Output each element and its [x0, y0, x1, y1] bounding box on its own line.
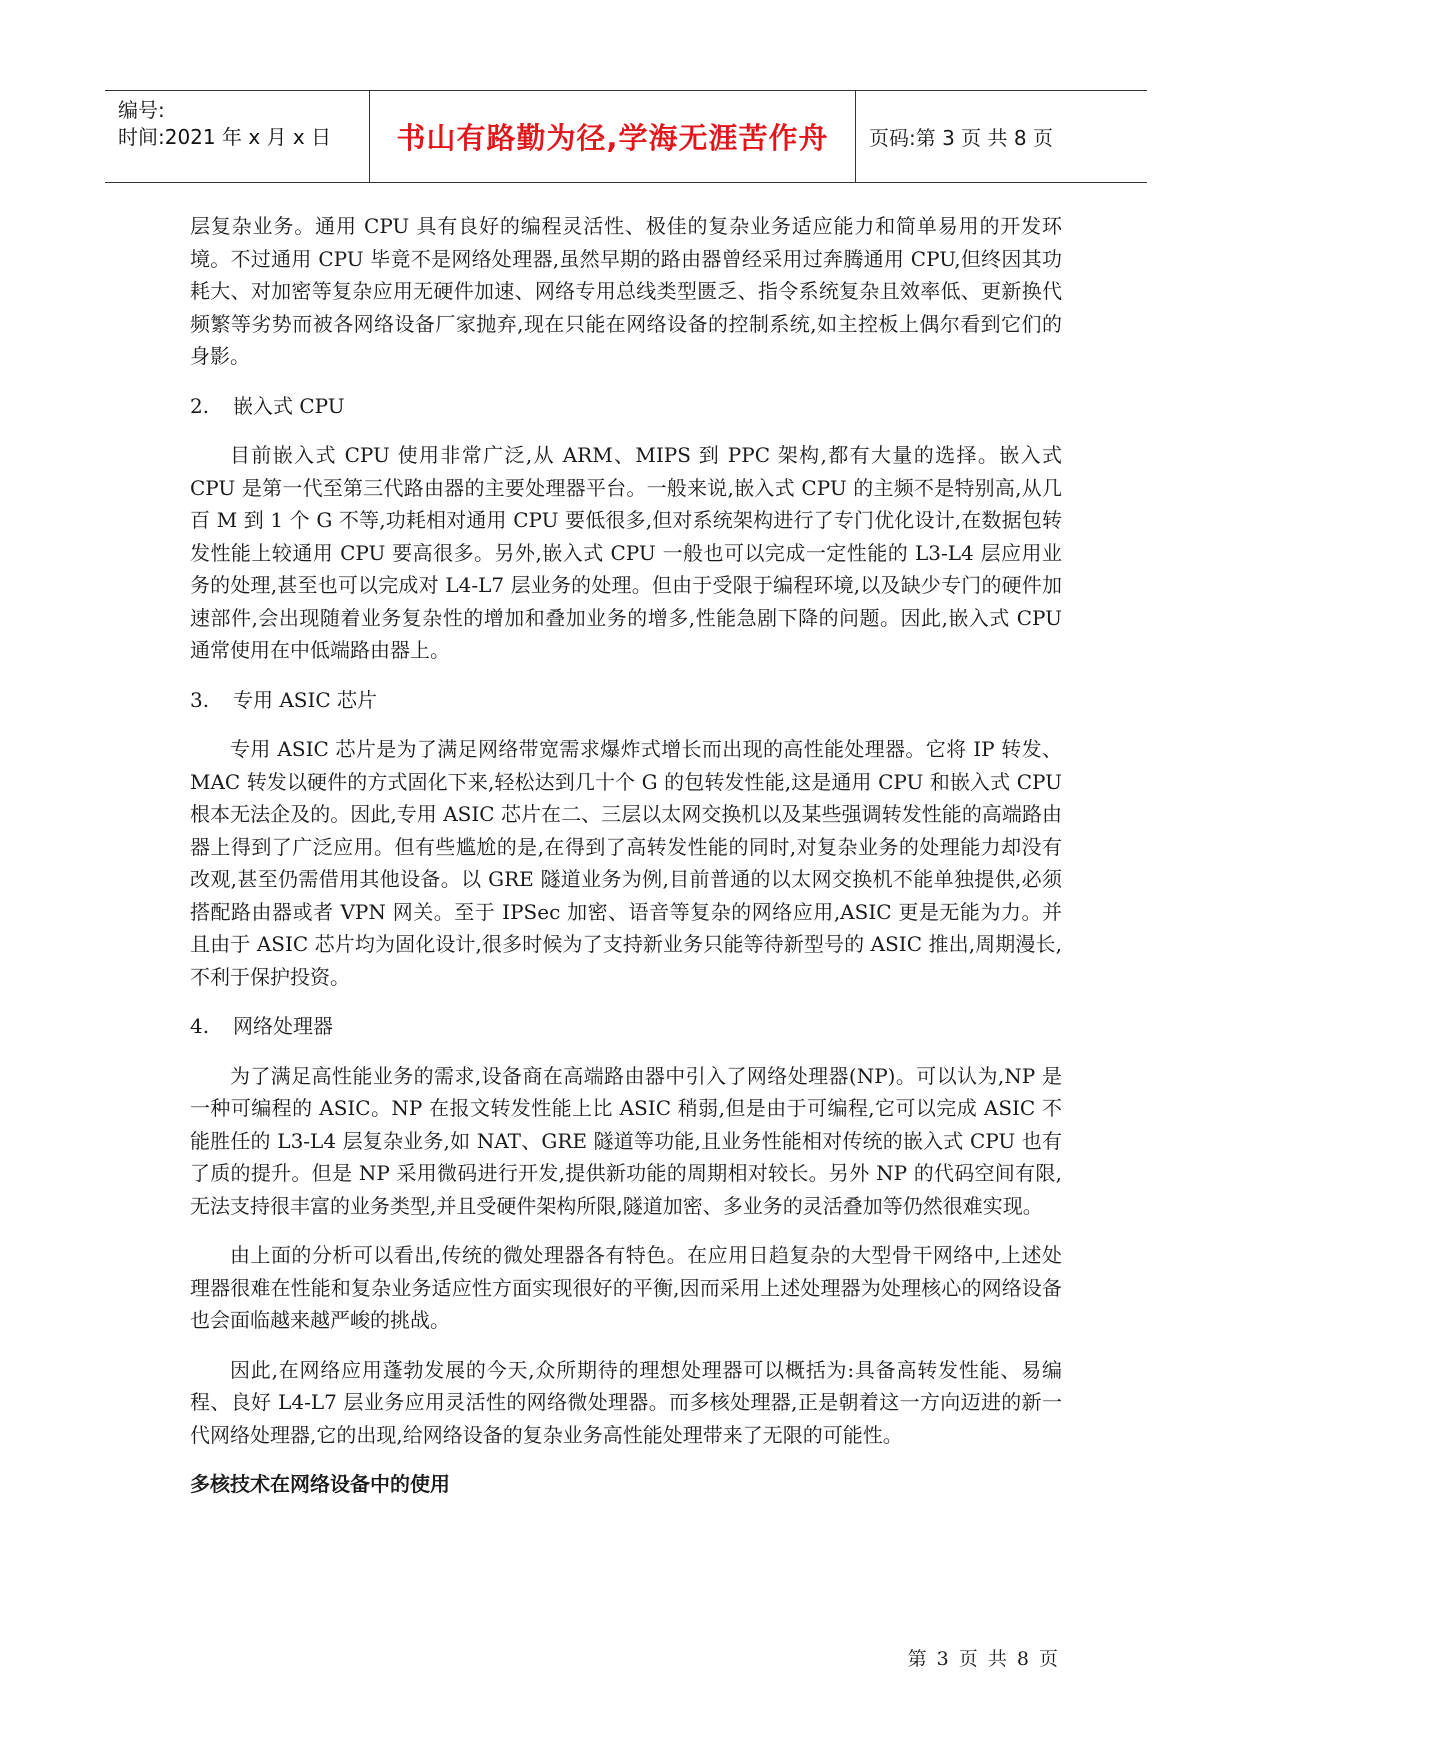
doc-number-label: 编号: — [118, 98, 165, 122]
item-title: 网络处理器 — [233, 1014, 333, 1038]
header-page-label: 页码:第 3 页 共 8 页 — [869, 126, 1053, 150]
header-motto: 书山有路勤为径,学海无涯苦作舟 — [396, 121, 829, 155]
item-number: 4. — [190, 1014, 210, 1038]
section-item-network-processor — [190, 1010, 1062, 1043]
document-header — [105, 90, 1147, 183]
page-footer: 第 3 页 共 8 页 — [907, 1648, 1060, 1670]
header-motto-cell — [370, 91, 856, 182]
section-item-embedded-cpu — [190, 390, 1062, 423]
item-number: 3. — [190, 687, 210, 712]
section-item-asic — [190, 684, 1062, 717]
paragraph-network-processor: 为了满足高性能业务的需求,设备商在高端路由器中引入了网络处理器(NP)。可以认为,NP 是一种可编程的 ASIC。NP 在报文转发性能上比 ASIC 稍弱,但是由于可编程,它可以完成 ASIC 不能胜任的 L3-L4 层复杂业务,如 NAT、GRE 隧道等功能,且业务性能相对传统的嵌入式 CPU 也有了质的提升。但是 NP 采用微码进行开发,提供新功能的周期相对较长。另外 NP 的代码空间有限,无法支持很丰富的业务类型,并且受硬件架构所限,隧道加密、多业务的灵活叠加等仍然很难实现。 — [190, 1063, 1062, 1218]
item-number: 2. — [190, 393, 210, 418]
paragraph-analysis: 由上面的分析可以看出,传统的微处理器各有特色。在应用日趋复杂的大型骨干网络中,上述处理器很难在性能和复杂业务适应性方面实现很好的平衡,因而采用上述处理器为处理核心的网络设备也会面临越来越严峻的挑战。 — [190, 1243, 1062, 1332]
paragraph-embedded-cpu: 目前嵌入式 CPU 使用非常广泛,从 ARM、MIPS 到 PPC 架构,都有大量的选择。嵌入式 CPU 是第一代至第三代路由器的主要处理器平台。一般来说,嵌入式 CPU 的主频不是特别高,从几百 M 到 1 个 G 不等,功耗相对通用 CPU 要低很多,但对系统架构进行了专门优化设计,在数据包转发性能上较通用 CPU 要高很多。另外,嵌入式 CPU 一般也可以完成一定性能的 L3-L4 层应用业务的处理,甚至也可以完成对 L4-L7 层业务的处理。但由于受限于编程环境,以及缺少专门的硬件加速部件,会出现随着业务复杂性的增加和叠加业务的增多,性能急剧下降的问题。因此,嵌入式 CPU 通常使用在中低端路由器上。 — [190, 443, 1062, 662]
doc-time-label: 时间:2021 年 x 月 x 日 — [118, 125, 332, 149]
header-page-cell — [856, 91, 1147, 182]
item-title: 嵌入式 CPU — [233, 393, 345, 418]
paragraph-asic: 专用 ASIC 芯片是为了满足网络带宽需求爆炸式增长而出现的高性能处理器。它将 IP 转发、MAC 转发以硬件的方式固化下来,轻松达到几十个 G 的包转发性能,这是通用 CPU 和嵌入式 CPU 根本无法企及的。因此,专用 ASIC 芯片在二、三层以太网交换机以及某些强调转发性能的高端路由器上得到了广泛应用。但有些尴尬的是,在得到了高转发性能的同时,对复杂业务的处理能力却没有改观,甚至仍需借用其他设备。以 GRE 隧道业务为例,目前普通的以太网交换机不能单独提供,必须搭配路由器或者 VPN 网关。至于 IPSec 加密、语音等复杂的网络应用,ASIC 更是无能为力。并且由于 ASIC 芯片均为固化设计,很多时候为了支持新业务只能等待新型号的 ASIC 推出,周期漫长,不利于保护投资。 — [190, 737, 1062, 989]
paragraph-conclusion: 因此,在网络应用蓬勃发展的今天,众所期待的理想处理器可以概括为:具备高转发性能、易编程、良好 L4-L7 层业务应用灵活性的网络微处理器。而多核处理器,正是朝着这一方向迈进的新一代网络处理器,它的出现,给网络设备的复杂业务高性能处理带来了无限的可能性。 — [190, 1357, 1062, 1447]
header-meta — [105, 91, 370, 182]
item-title: 专用 ASIC 芯片 — [233, 687, 378, 712]
document-body — [190, 210, 1062, 1518]
section-heading: 多核技术在网络设备中的使用 — [190, 1472, 450, 1496]
paragraph-general-cpu: 层复杂业务。通用 CPU 具有良好的编程灵活性、极佳的复杂业务适应能力和简单易用的开发环境。不过通用 CPU 毕竟不是网络处理器,虽然早期的路由器曾经采用过奔腾通用 CPU,但终因其功耗大、对加密等复杂应用无硬件加速、网络专用总线类型匮乏、指令系统复杂且效率低、更新换代频繁等劣势而被各网络设备厂家抛弃,现在只能在网络设备的控制系统,如主控板上偶尔看到它们的身影。 — [190, 214, 1062, 368]
